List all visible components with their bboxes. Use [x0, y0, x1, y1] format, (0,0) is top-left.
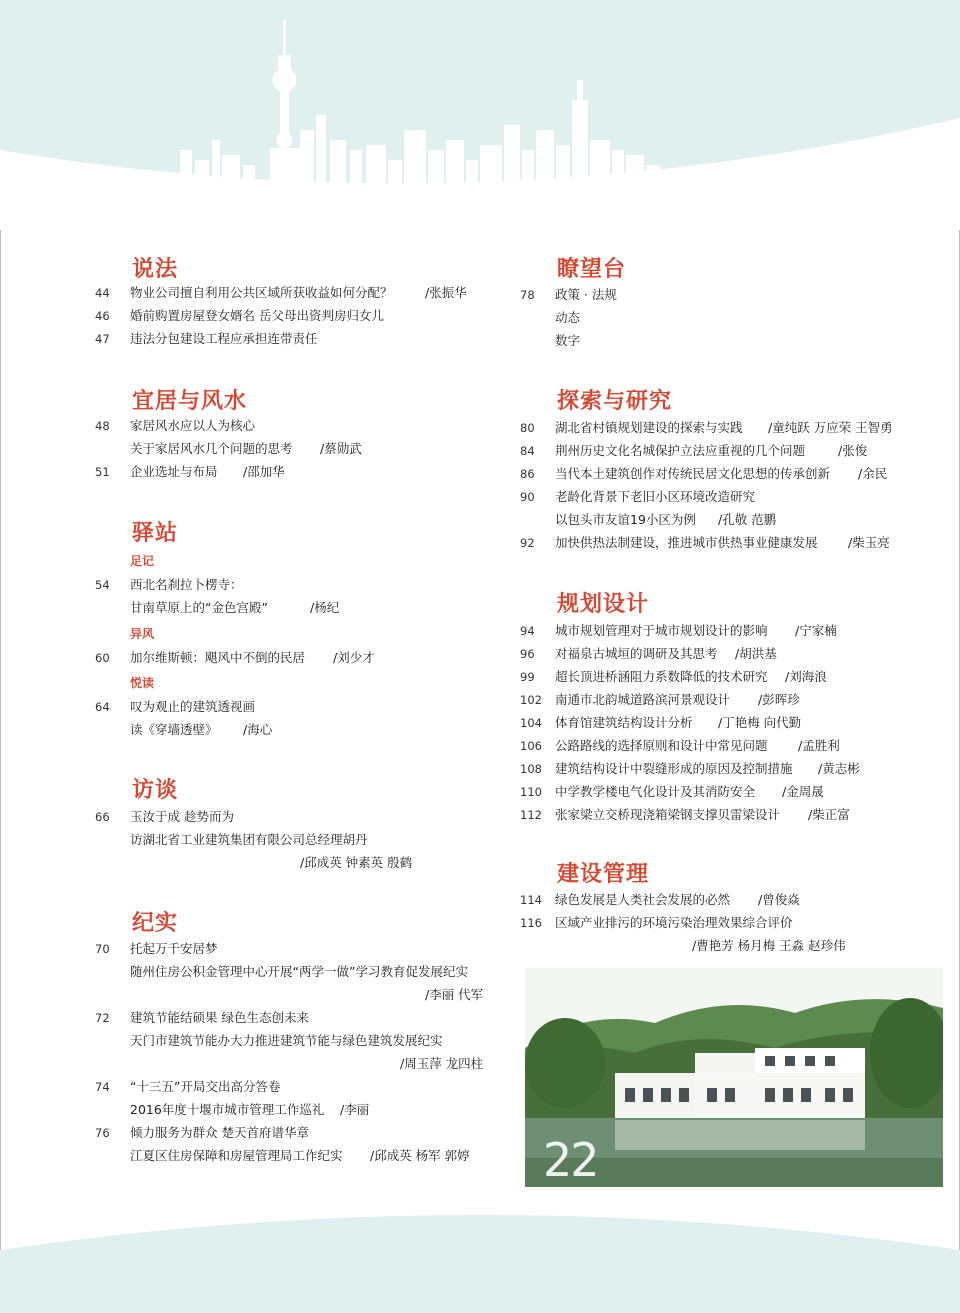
toc-entry[interactable]: 51 企业选址与布局 /邵加华 [95, 464, 285, 479]
toc-entry[interactable]: 以包头市友谊19小区为例 /孔敬 范鹏 [555, 512, 777, 527]
toc-entry[interactable]: 102 南通市北韵城道路滨河景观设计 /彭晖珍 [520, 692, 800, 707]
toc-entry[interactable]: 2016年度十堰市城市管理工作巡礼 /李丽 [130, 1102, 370, 1117]
toc-entry[interactable]: 江夏区住房保障和房屋管理局工作纪实 /邱成英 杨军 郭婷 [130, 1148, 470, 1163]
subsection-label: 足记 [130, 554, 155, 568]
toc-entry[interactable]: 访湖北省工业建筑集团有限公司总经理胡丹 [130, 832, 368, 847]
toc-entry[interactable]: 76 倾力服务为群众 楚天首府谱华章 [95, 1125, 309, 1140]
section-title-jianshe-guanli: 建设管理 [557, 862, 650, 887]
toc-entry[interactable]: 54 西北名刹拉卜楞寺： [95, 577, 243, 592]
toc-entry[interactable]: 99 超长顶进桥涵阻力系数降低的技术研究 /刘海浪 [520, 669, 827, 684]
section-title-tansuo-yanjiu: 探索与研究 [557, 389, 673, 414]
toc-entry[interactable]: 84 荆州历史文化名城保护立法应重视的几个问题 /张俊 [520, 443, 868, 458]
toc-entry[interactable]: 46 婚前购置房屋登女婿名 岳父母出资判房归女儿 [95, 308, 384, 323]
toc-entry[interactable]: /邱成英 钟素英 殷鹤 [300, 855, 413, 870]
toc-entry[interactable]: 78 政策 · 法规 [520, 287, 617, 302]
toc-entry[interactable]: 72 建筑节能结硕果 绿色生态创未来 [95, 1010, 309, 1025]
toc-entry[interactable]: /周玉萍 龙四柱 [400, 1056, 484, 1071]
toc-entry[interactable]: 60 加尔维斯顿：飓风中不倒的民居 /刘少才 [95, 650, 375, 665]
lakeside-building-photo [525, 968, 943, 1187]
toc-entry[interactable]: /曹艳芳 杨月梅 王淼 赵珍伟 [692, 938, 846, 953]
toc-entry[interactable]: 动态 [555, 310, 581, 325]
toc-entry[interactable]: 96 对福泉古城垣的调研及其思考 /胡洪基 [520, 646, 777, 661]
section-title-fangtan: 访谈 [132, 778, 179, 803]
toc-entry[interactable]: 64 叹为观止的建筑透视画 [95, 699, 256, 714]
toc-entry[interactable]: 天门市建筑节能办大力推进建筑节能与绿色建筑发展纪实 [130, 1033, 443, 1048]
section-title-yiju-fengshui: 宜居与风水 [132, 389, 248, 414]
section-title-shuofa: 说法 [132, 257, 179, 282]
section-title-liaowangtai: 瞭望台 [557, 257, 627, 282]
toc-entry[interactable]: 116 区域产业排污的环境污染治理效果综合评价 [520, 915, 793, 930]
toc-entry[interactable]: 106 公路路线的选择原则和设计中常见问题 /孟胜利 [520, 738, 840, 753]
bottom-decor-band [0, 1190, 960, 1313]
toc-entry[interactable]: 86 当代本土建筑创作对传统民居文化思想的传承创新 /余民 [520, 466, 888, 481]
toc-entry[interactable]: 112 张家梁立交桥现浇箱梁钢支撑贝雷梁设计 /柴正富 [520, 807, 850, 822]
subsection-label: 悦读 [130, 676, 155, 690]
toc-entry[interactable]: 80 湖北省村镇规划建设的探索与实践 /童纯跃 万应荣 王智勇 [520, 420, 893, 435]
section-title-yizhan: 驿站 [132, 521, 179, 546]
toc-entry[interactable]: 48 家居风水应以人为核心 [95, 418, 256, 433]
toc-entry[interactable]: 读《穿墙透壁》 /海心 [130, 722, 273, 737]
toc-entry[interactable]: 47 违法分包建设工程应承担连带责任 [95, 331, 318, 346]
page-number: 22 [543, 1133, 598, 1187]
toc-entry[interactable]: 关于家居风水几个问题的思考 /蔡勋武 [130, 441, 362, 456]
toc-entry[interactable]: 108 建筑结构设计中裂缝形成的原因及控制措施 /黄志彬 [520, 761, 860, 776]
toc-entry[interactable]: 66 玉汝于成 趁势而为 [95, 809, 234, 824]
section-title-jishi: 纪实 [132, 911, 179, 936]
city-skyline-banner [0, 0, 960, 230]
section-title-guihua-sheji: 规划设计 [557, 592, 650, 617]
toc-entry[interactable]: /李丽 代军 [425, 987, 484, 1002]
toc-entry[interactable]: 92 加快供热法制建设，推进城市供热事业健康发展 /柴玉亮 [520, 535, 890, 550]
toc-entry[interactable]: 94 城市规划管理对于城市规划设计的影响 /宁家楠 [520, 623, 837, 638]
toc-entry[interactable]: 70 托起万千安居梦 [95, 941, 218, 956]
toc-entry[interactable]: 74 “十三五”开局交出高分答卷 [95, 1079, 281, 1094]
toc-entry[interactable]: 110 中学教学楼电气化设计及其消防安全 /金周晟 [520, 784, 824, 799]
toc-entry[interactable]: 90 老龄化背景下老旧小区环境改造研究 [520, 489, 756, 504]
toc-entry[interactable]: 44 物业公司擅自利用公共区域所获收益如何分配？ /张振华 [95, 285, 467, 300]
toc-entry[interactable]: 114 绿色发展是人类社会发展的必然 /曾俊焱 [520, 892, 800, 907]
toc-entry[interactable]: 数字 [555, 333, 581, 348]
toc-entry[interactable]: 随州住房公积金管理中心开展“两学一做”学习教育促发展纪实 [130, 964, 468, 979]
toc-entry[interactable]: 甘南草原上的“金色宫殿” /杨纪 [130, 600, 340, 615]
toc-entry[interactable]: 104 体育馆建筑结构设计分析 /丁艳梅 向代勤 [520, 715, 802, 730]
subsection-label: 异风 [130, 627, 155, 641]
